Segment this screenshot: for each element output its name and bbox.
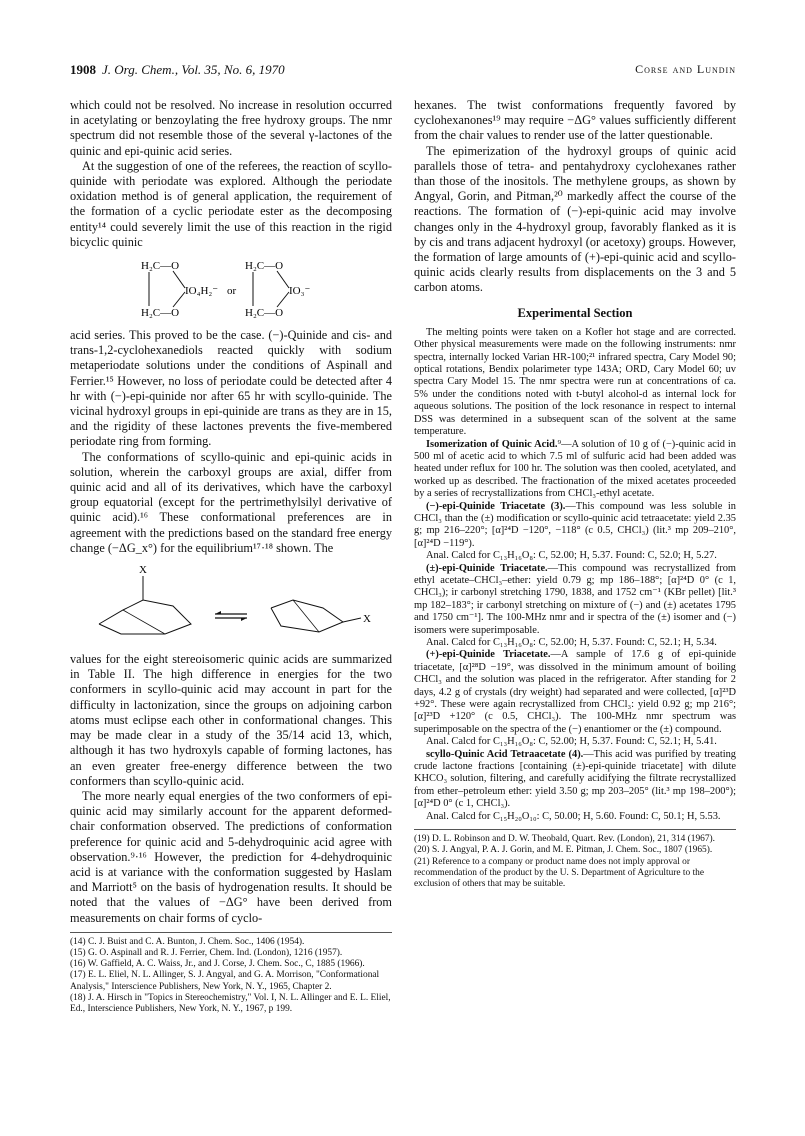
left-column bbox=[70, 98, 392, 1015]
formula-label: H₂C—O bbox=[141, 260, 180, 273]
formula-label: H₂C—O bbox=[245, 307, 284, 320]
paragraph: values for the eight stereoisomeric quinic acids are summarized in Table II. The high difference in energies for the two conformers in scyllo-quinic acid may account in part for the difficulty in lactonization, since the groups on adjoining carbon atoms must eclipse each other in conformational changes. This may be made clear in a study of the 35/14 acid 13, which, although it has two hydroxyls capable of forming lactones, has an even greater free-energy difference between the two conformers than scyllo-quinic acid. bbox=[70, 652, 392, 788]
analysis-line: Anal. Calcd for C₁₃H₁₆O₈: C, 52.00; H, 5.37. Found: C, 52.1; H, 5.34. bbox=[426, 637, 717, 648]
paragraph: which could not be resolved. No increase in resolution occurred in acetylating or benzoylating the free hydroxy groups. The nmr spectrum did not resemble those of the several γ-lactones of the quinic and epi-quinic acid series. bbox=[70, 98, 392, 158]
footnote-rule bbox=[70, 932, 392, 933]
bond-line bbox=[277, 271, 289, 288]
paragraph: acid series. This proved to be the case. (−)-Quinide and cis- and trans-1,2-cyclohexanediols reacted quickly with sodium metaperiodate solutions under the conditions of Aspinall and Ferrier.¹⁵ However, no loss of periodate could be detected after 4 hr with (−)-epi-quinide nor after 65 hr with scyllo-quinide. The vicinal hydroxyl groups in epi-quinide are trans as they are in 15, and the rigidity of these lactones prevents the five-membered periodate ring from forming. bbox=[70, 328, 392, 449]
formula-label: H₂C—O bbox=[141, 307, 180, 320]
journal-citation: J. Org. Chem., Vol. 35, No. 6, 1970 bbox=[102, 62, 285, 77]
footnotes-right bbox=[414, 834, 736, 890]
formula-label: or bbox=[227, 285, 237, 298]
formula-label: H₂C—O bbox=[245, 260, 284, 273]
paragraph-heading: (±)-epi-Quinide Triacetate. bbox=[426, 562, 548, 574]
paragraph-body: —This acid was purified by treating crude lactone fractions [containing (±)-epi-quinide triacetate] with dilute KHCO₃ solution, filtering, and carefully acidifying the filtrate recrystallized from ether–petroleum ether: yield 3.50 g; mp 203–205° (lit.³ mp 198–200°); [α]²⁴D 0° (c 1, CHCl₃). bbox=[414, 748, 736, 810]
paragraph: The epimerization of the hydroxyl groups of quinic acid parallels those of tetra- and pentahydroxy cyclohexanes rather than those of the inositols. The methylene groups, as shown by Angyal, Gorin, and Pitman,²⁰ markedly affect the course of the reactions. The formation of (−)-epi-quinic acid may involve changes only in the 4-hydroxyl group, favorably flanked as it is by cis and trans adjacent hydroxyl (or acetoxy) groups. However, the formation of large amounts of (+)-epi-quinic acid and scyllo-quinic acids clearly results from displacements on the 3 and 5 carbon atoms. bbox=[414, 143, 736, 295]
section-title: Experimental Section bbox=[517, 305, 633, 320]
paragraph-body: —This compound was recrystallized from ethyl acetate–CHCl₃–ether: yield 0.79 g; mp 186–188°; [α]²⁴D 0° (c 1, CHCl₃); ir carbonyl stretching 1790, 1838, and 1752 cm⁻¹ (KBr pellet) [lit.³ mp 182–183°; ir carbonyl stretching on mixture of (−) and (±) acetates 1795 and 1750 cm⁻¹]. The 100-MHz nmr and ir spectra of the (±) isomer and (−) isomers were superimposable. bbox=[414, 562, 736, 636]
paragraph: The more nearly equal energies of the two conformers of epi-quinic acid may similarly account for the apparent deformed-chair conformation observed. The predictions of conformation preference for quinic acid and 5-dehydroquinic acid agree with observation.⁹·¹⁶ However, the prediction for 4-dehydroquinic acid is at variance with the conformation suggested by Haslam and Marriott⁵ on the basis of hydrogenation results. It should be noted that the values of −ΔG° have been derived from measurements on chair forms of cyclo- bbox=[70, 788, 392, 925]
paragraph-body: —This compound was less soluble in CHCl₃ than the (±) modification or scyllo-quinic acid tetraacetate: yield 2.35 g; mp 216–220°; [α]²⁴D −120°, −118° (c 0.5, CHCl₃) (lit.³ mp 209–210°, [α]²⁴D −119°). bbox=[414, 500, 736, 549]
footnote: (19) D. L. Robinson and D. W. Theobald, Quart. Rev. (London), 21, 314 (1967). bbox=[414, 834, 715, 845]
footnote-rule bbox=[414, 829, 736, 830]
analysis-line: Anal. Calcd for C₁₃H₁₆O₈: C, 52.00; H, 5.37. Found: C, 52.0; H, 5.27. bbox=[426, 550, 717, 562]
ring-bond bbox=[123, 610, 165, 634]
paragraph bbox=[414, 649, 736, 736]
footnote: (14) C. J. Buist and C. A. Bunton, J. Chem. Soc., 1406 (1954). bbox=[70, 936, 305, 947]
running-header bbox=[70, 62, 736, 82]
paragraph-heading: (+)-epi-Quinide Triacetate. bbox=[426, 649, 551, 661]
analysis-line: Anal. Calcd for C₁₃H₁₆O₈: C, 52.00; H, 5.37. Found: C, 52.1; H, 5.41. bbox=[426, 736, 717, 748]
right-column bbox=[414, 98, 736, 890]
equatorial-bond bbox=[343, 618, 361, 622]
footnote: (21) Reference to a company or product name does not imply approval or recommendation of the product by the U. S. Department of Agriculture to the exclusion of others that may be suitable. bbox=[414, 856, 705, 889]
substituent-label: X bbox=[139, 564, 147, 577]
paragraph: At the suggestion of one of the referees, the reaction of scyllo-quinide with periodate was explored. Although the periodate oxidation method is of general application, the requirement of the formation of a cyclic periodate ester as the decomposing entity¹⁴ could severely limit the use of this reaction in the rigid bicyclic quinic bbox=[70, 158, 392, 249]
paragraph bbox=[414, 439, 736, 501]
paragraph-heading: Isomerization of Quinic Acid. bbox=[426, 438, 558, 450]
footnotes-left bbox=[70, 937, 392, 1015]
experimental-text bbox=[414, 327, 736, 823]
analysis-line: Anal. Calcd for C₁₅H₂₀O₁₀: C, 50.00; H, 5.60. Found: C, 50.1; H, 5.53. bbox=[426, 810, 721, 822]
bond-line bbox=[277, 292, 289, 307]
cyclohexane-chair-equatorial bbox=[271, 600, 343, 632]
bond-line bbox=[173, 292, 185, 307]
formula-label: IO₃⁻ bbox=[289, 285, 311, 298]
running-authors: Corse and Lundin bbox=[635, 62, 736, 76]
paragraph: hexanes. The twist conformations frequently favored by cyclohexanones¹⁹ may require −ΔG° values sufficiently different from the chair values to render use of the latter questionable. bbox=[414, 98, 736, 143]
paragraph-heading: scyllo-Quinic Acid Tetraacetate (4). bbox=[426, 748, 584, 760]
paragraph-body: ⁹—A solution of 10 g of (−)-quinic acid in 500 ml of acetic acid to which 7.5 ml of sulfuric acid had been added was heated under reflux for 100 hr. The solution was then cooled, acetylated, and worked up as described. The fractionation of the mixed acetates proceeded by a series of recrystallizations from CHCl₃-ethyl acetate. bbox=[414, 438, 736, 500]
bond-line bbox=[173, 271, 185, 288]
chair-equilibrium-diagram bbox=[81, 562, 381, 646]
paragraph bbox=[414, 563, 736, 637]
paragraph: The conformations of scyllo-quinic and epi-quinic acids in solution, wherein the carboxyl groups are axial, differ from quinic acid and all of its derivatives, which have the carboxyl group equatorial (except for the pertrimethylsilyl derivative of quinic acid).¹⁶ These conformational preferences are in agreement with the predictions based on the standard free energy change (−ΔG_x°) for the equilibrium¹⁷·¹⁸ shown. The bbox=[70, 449, 392, 555]
paragraph bbox=[414, 749, 736, 811]
footnote: (15) G. O. Aspinall and R. J. Ferrier, Chem. Ind. (London), 1216 (1957). bbox=[70, 947, 343, 958]
ring-bond bbox=[293, 600, 319, 632]
footnote: (20) S. J. Angyal, P. A. J. Gorin, and M. E. Pitman, J. Chem. Soc., 1807 (1965). bbox=[414, 845, 713, 856]
paragraph-body: —A sample of 17.6 g of epi-quinide triacetate, [α]²⁸D −19°, was dissolved in the minimum amount of boiling CHCl₃ and the solution was placed in the refrigerator. After standing for 2 days, 4.2 g of crystals (dry weight) had separated and were collected, [α]²³D +92°. These were again recrystallized from CHCl₃: yield 0.92 g; mp 216°; [α]²³D +120° (c 0.5, CHCl₃). The 100-MHz nmr spectrum was superimposable on the spectra of the (−) enantiomer or the (±) compound. bbox=[414, 649, 736, 735]
cyclohexane-chair-axial bbox=[99, 600, 191, 634]
paragraph-heading: (−)-epi-Quinide Triacetate (3). bbox=[426, 500, 566, 512]
footnote: (16) W. Gaffield, A. C. Waiss, Jr., and J. Corse, J. Chem. Soc., C, 1885 (1966). bbox=[70, 959, 365, 970]
paragraph: The melting points were taken on a Kofler hot stage and are corrected. Other physical measurements were made on the following instruments: nmr spectra, internally locked Varian HR-100;²¹ infrared spectra, Cary Model 90; optical rotations, Bendix polarimeter type 143A; ORD, Cary Model 60; uv spectra Cary Model 15. The nmr spectra were run at concentrations of ca. 5% under the conditions noted with t-butyl alcohol-d as internal lock for aqueous solutions. The position of the lock resonance in respect to internal DSS was determined in a subsequent scan of the solvent at the same temperature. bbox=[414, 326, 736, 438]
paragraph bbox=[414, 501, 736, 551]
footnote: (17) E. L. Eliel, N. L. Allinger, S. J. Angyal, and G. A. Morrison, "Conformational Analysis," Interscience Publishers, New York, N. Y., 1965, Chapter 2. bbox=[70, 970, 380, 992]
page-number: 1908 bbox=[70, 62, 96, 77]
footnote: (18) J. A. Hirsch in "Topics in Stereochemistry," Vol. I, N. L. Allinger and E. L. Eliel, Ed., Interscience Publishers, New York, N. Y., 1967, p 199. bbox=[70, 992, 391, 1014]
periodate-ester-formula bbox=[131, 256, 331, 322]
substituent-label: X bbox=[363, 613, 371, 626]
formula-label: IO₄H₂⁻ bbox=[185, 285, 219, 298]
